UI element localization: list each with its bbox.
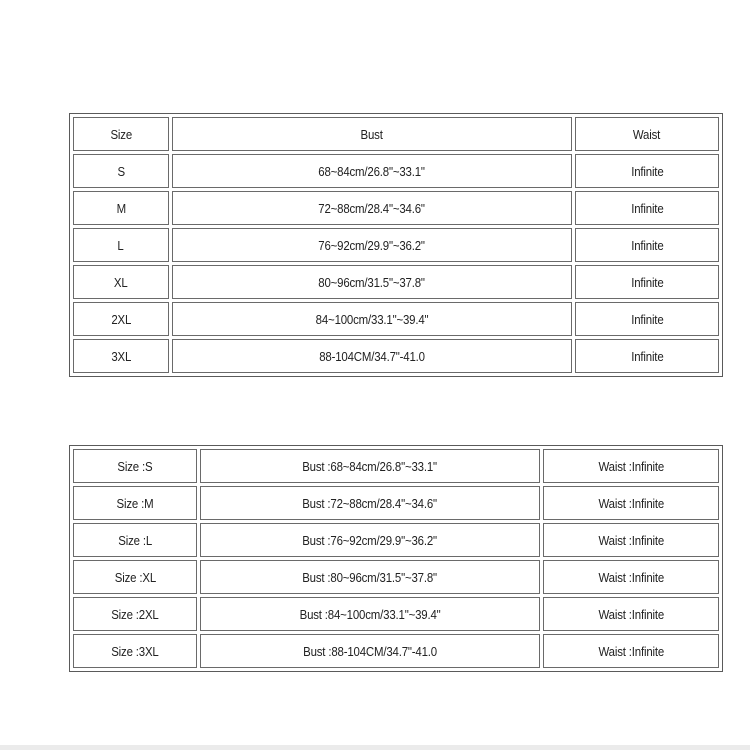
waist-cell: Infinite xyxy=(575,154,719,188)
table-row xyxy=(73,486,719,520)
table-row xyxy=(73,154,719,188)
waist-cell: Waist :Infinite xyxy=(543,449,719,483)
table-row xyxy=(73,228,719,262)
table-row xyxy=(73,265,719,299)
table-row xyxy=(73,560,719,594)
size-cell: S xyxy=(73,154,169,188)
table-row xyxy=(73,339,719,373)
size-cell: XL xyxy=(73,265,169,299)
waist-cell: Waist :Infinite xyxy=(543,523,719,557)
bust-cell: Bust :80~96cm/31.5"~37.8" xyxy=(200,560,540,594)
table-header-row xyxy=(73,117,719,151)
waist-cell: Infinite xyxy=(575,191,719,225)
bust-cell: Bust :76~92cm/29.9"~36.2" xyxy=(200,523,540,557)
header-waist: Waist xyxy=(575,117,719,151)
waist-cell: Waist :Infinite xyxy=(543,486,719,520)
size-cell: Size :M xyxy=(73,486,197,520)
bottom-edge-strip xyxy=(0,745,750,750)
size-cell: L xyxy=(73,228,169,262)
size-cell: 3XL xyxy=(73,339,169,373)
header-size: Size xyxy=(73,117,169,151)
waist-cell: Waist :Infinite xyxy=(543,560,719,594)
table-row xyxy=(73,523,719,557)
bust-cell: 68~84cm/26.8"~33.1" xyxy=(172,154,572,188)
bust-cell: 72~88cm/28.4"~34.6" xyxy=(172,191,572,225)
size-cell: Size :XL xyxy=(73,560,197,594)
table-row xyxy=(73,597,719,631)
size-chart-table-1 xyxy=(69,113,723,377)
table-row xyxy=(73,449,719,483)
bust-cell: Bust :68~84cm/26.8"~33.1" xyxy=(200,449,540,483)
table-row xyxy=(73,191,719,225)
size-cell: Size :2XL xyxy=(73,597,197,631)
waist-cell: Waist :Infinite xyxy=(543,597,719,631)
table-row xyxy=(73,302,719,336)
size-cell: M xyxy=(73,191,169,225)
bust-cell: Bust :84~100cm/33.1"~39.4" xyxy=(200,597,540,631)
bust-cell: 80~96cm/31.5"~37.8" xyxy=(172,265,572,299)
size-cell: Size :S xyxy=(73,449,197,483)
waist-cell: Infinite xyxy=(575,302,719,336)
bust-cell: Bust :72~88cm/28.4"~34.6" xyxy=(200,486,540,520)
waist-cell: Infinite xyxy=(575,265,719,299)
bust-cell: 88-104CM/34.7"-41.0 xyxy=(172,339,572,373)
bust-cell: 84~100cm/33.1"~39.4" xyxy=(172,302,572,336)
bust-cell: Bust :88-104CM/34.7"-41.0 xyxy=(200,634,540,668)
header-bust: Bust xyxy=(172,117,572,151)
size-chart-table-2 xyxy=(69,445,723,672)
waist-cell: Infinite xyxy=(575,228,719,262)
size-cell: Size :L xyxy=(73,523,197,557)
waist-cell: Infinite xyxy=(575,339,719,373)
waist-cell: Waist :Infinite xyxy=(543,634,719,668)
size-cell: Size :3XL xyxy=(73,634,197,668)
table-row xyxy=(73,634,719,668)
size-cell: 2XL xyxy=(73,302,169,336)
bust-cell: 76~92cm/29.9"~36.2" xyxy=(172,228,572,262)
